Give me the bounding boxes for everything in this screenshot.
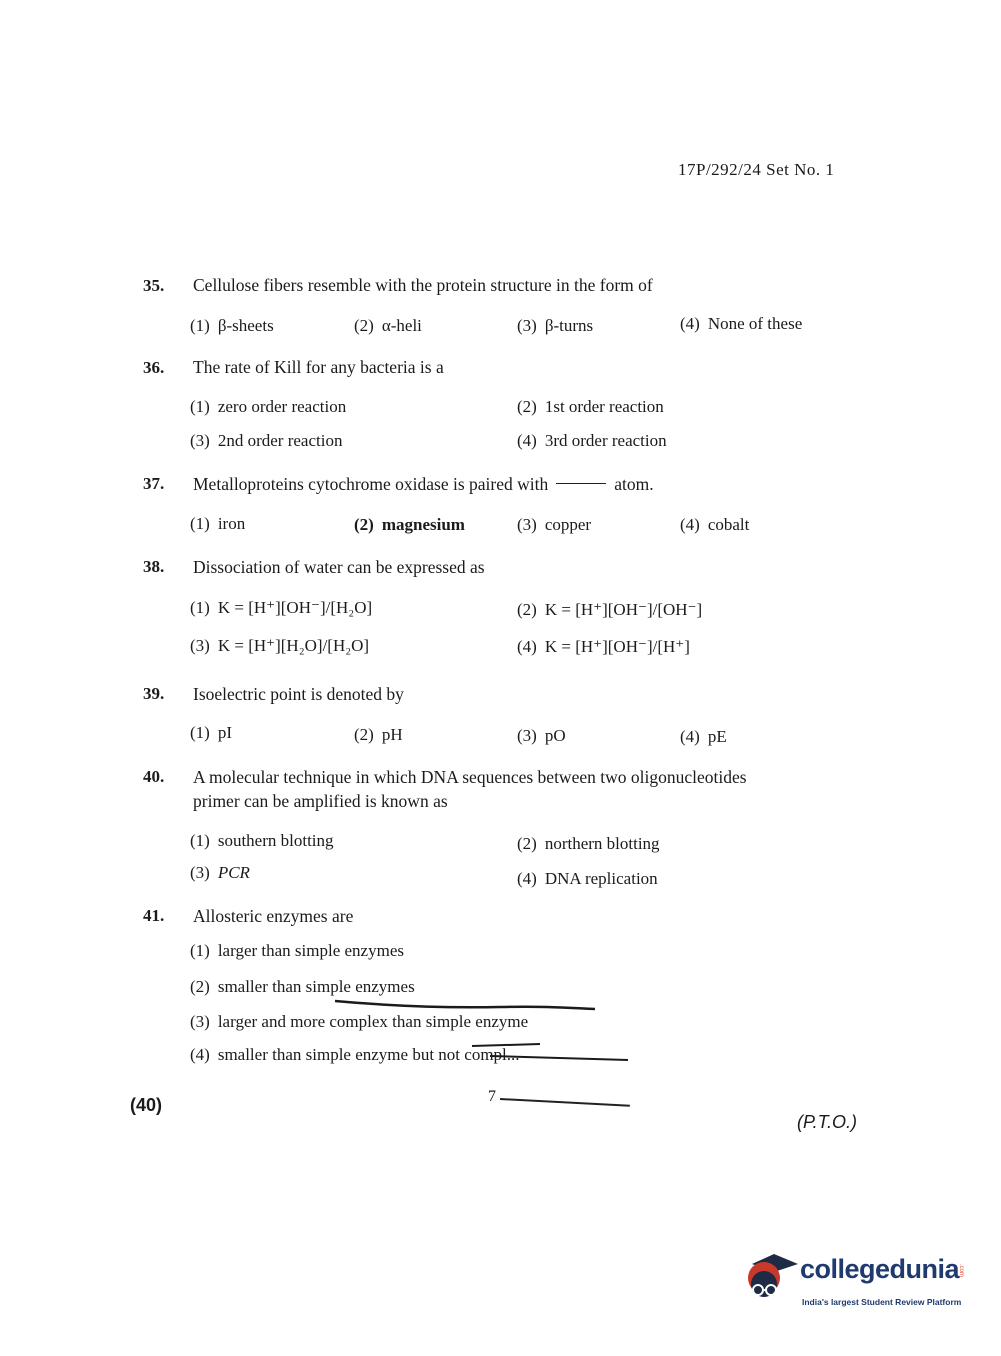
option-2: (2) 1st order reaction [517,397,664,416]
option-4: (4) K = [H⁺][OH⁻]/[H⁺] [517,637,690,656]
brand-tagline: India's largest Student Review Platform [802,1297,962,1307]
option-4: (4) 3rd order reaction [517,431,667,450]
question-number: 38. [143,557,165,576]
question-text: Isoelectric point is denoted by [193,684,404,704]
question-text: The rate of Kill for any bacteria is a [193,357,444,377]
option-1: (1) K = [H⁺][OH⁻]/[H₂O] [190,598,373,617]
question-text-line-2: primer can be amplified is known as [193,791,448,811]
question-number: 40. [143,767,165,786]
option-3: (3) β-turns [517,316,594,335]
pen-underline-mark [330,998,600,1012]
pen-line-mark [500,1098,630,1107]
option-4: (4) cobalt [680,515,750,534]
option-3: (3) pO [517,726,566,745]
option-1: (1) larger than simple enzymes [190,941,404,960]
option-1: (1) pI [190,723,232,742]
question-number: 35. [143,276,165,295]
option-3: (3) copper [517,515,592,534]
option-3: (3) larger and more complex than simple enzyme [190,1012,529,1031]
option-2: (2) α-heli [354,316,422,335]
pen-strike-mark [470,1042,630,1064]
question-number: 41. [143,906,165,925]
graduate-mascot-icon [742,1248,800,1310]
option-1: (1) southern blotting [190,831,334,850]
option-4: (4) pE [680,727,727,746]
set-code: 17P/292/24 Set No. 1 [678,160,835,179]
option-3: (3) 2nd order reaction [190,431,343,450]
question-text: Allosteric enzymes are [193,906,354,926]
pto-label: (P.T.O.) [797,1112,858,1132]
question-number: 39. [143,684,165,703]
answer-blank [556,483,606,484]
question-text-line-1: A molecular technique in which DNA sequences between two oligonucleotides [193,767,747,787]
page-number: 7 [488,1088,496,1105]
brand-logo [742,1248,972,1318]
option-1: (1) zero order reaction [190,397,347,416]
option-3: (3) PCR [190,863,250,882]
option-2: (2) smaller than simple enzymes [190,977,415,996]
option-1: (1) β-sheets [190,316,274,335]
option-2: (2) magnesium [354,515,465,534]
question-text: Metalloproteins cytochrome oxidase is paired with atom. [193,474,654,494]
option-2: (2) pH [354,725,403,744]
option-4: (4) DNA replication [517,869,658,888]
brand-name: collegedunia [800,1254,960,1284]
option-4: (4) smaller than simple enzyme but not compl... [190,1045,520,1064]
brand-suffix: .com [958,1264,964,1278]
question-number: 36. [143,358,165,377]
question-text: Cellulose fibers resemble with the protein structure in the form of [193,275,653,295]
option-4: (4) None of these [680,314,803,333]
question-text: Dissociation of water can be expressed as [193,557,485,577]
option-2: (2) K = [H⁺][OH⁻]/[OH⁻] [517,600,703,619]
footer-marks: (40) [130,1095,163,1115]
option-3: (3) K = [H⁺][H₂O]/[H₂O] [190,636,370,655]
question-number: 37. [143,474,165,493]
option-1: (1) iron [190,514,246,533]
option-2: (2) northern blotting [517,834,660,853]
